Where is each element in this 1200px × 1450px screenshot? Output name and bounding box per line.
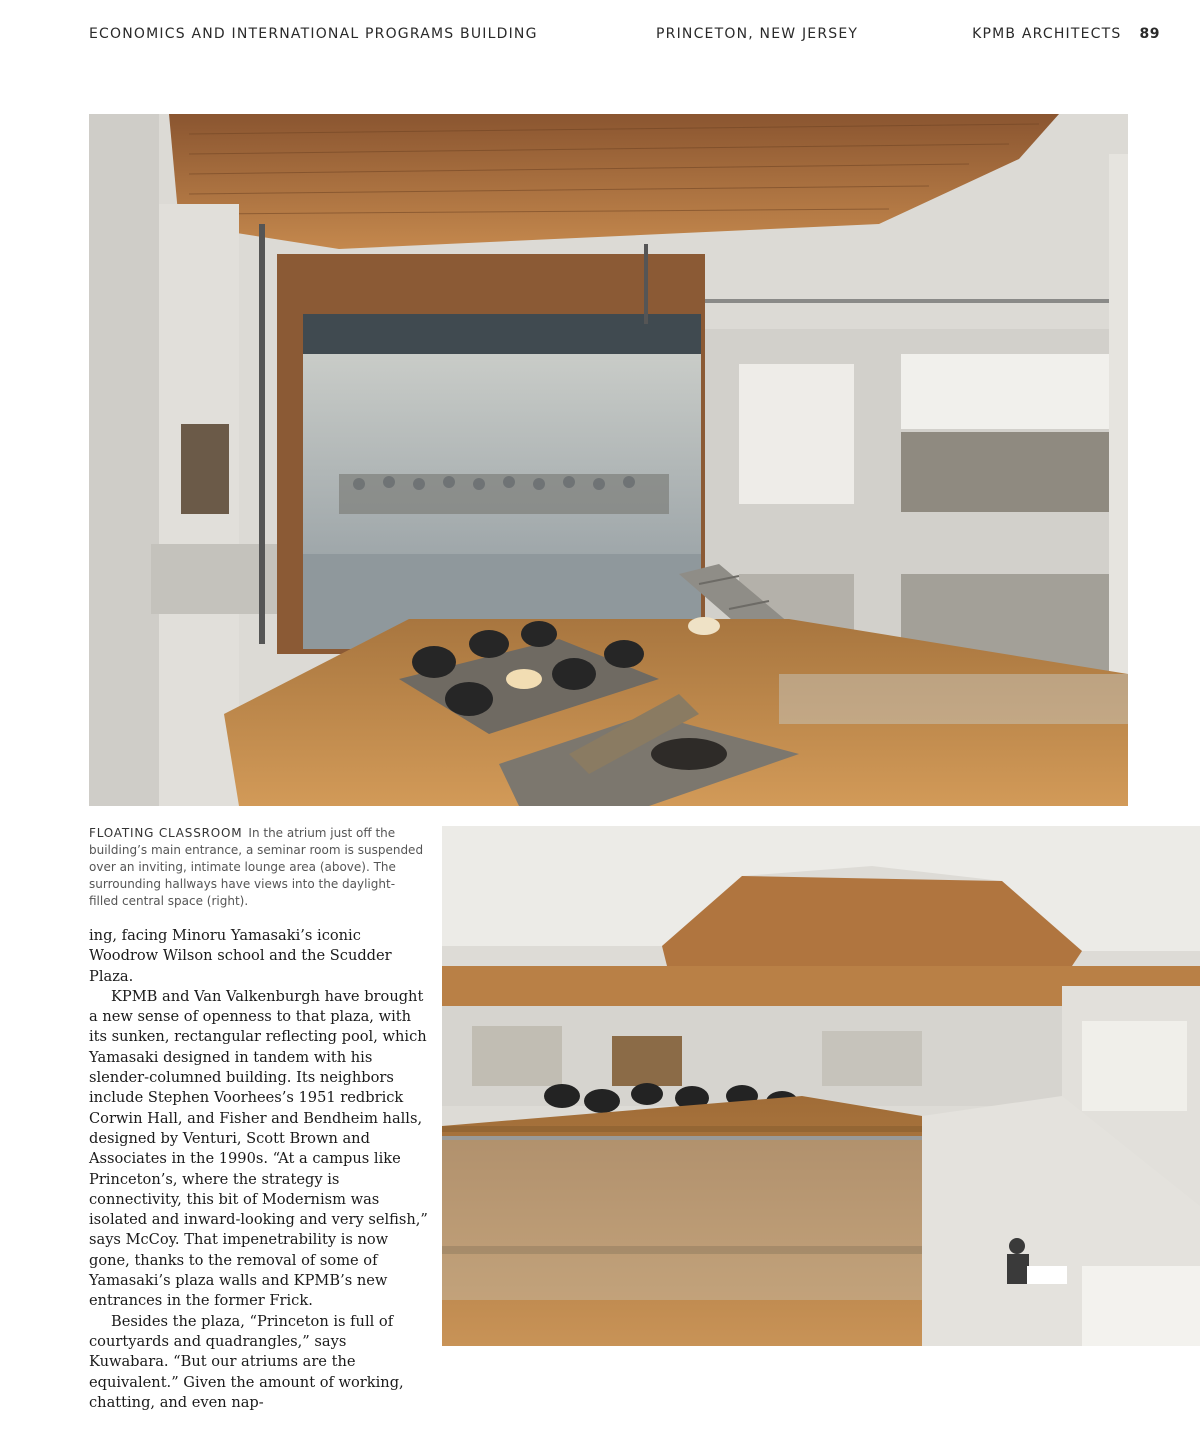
running-header [89, 26, 1160, 46]
body-paragraph-1: ing, facing Minoru Yamasaki’s iconic Woodrow Wilson school and the Scudder Plaza. [89, 927, 392, 985]
header-firm-name: KPMB ARCHITECTS [972, 26, 1122, 42]
header-firm [972, 26, 1160, 42]
hallway-photo-illustration [442, 826, 1200, 1346]
header-building-title: ECONOMICS AND INTERNATIONAL PROGRAMS BUILDING [89, 26, 538, 42]
caption-text: In the atrium just off the building’s main entrance, a seminar room is suspended over an inviting, intimate lounge area (above). The surrounding hallways have views into the daylight-filled central space (right). [89, 826, 424, 908]
body-paragraph-2: KPMB and Van Valkenburgh have brought a new sense of openness to that plaza, with its sunken, rectangular reflecting pool, which Yamasaki designed in tandem with his slender-columned building. Its neighbors include Stephen Voorhees’s 1951 redbrick Corwin Hall, and Fisher and Bendheim halls, designed by Venturi, Scott Brown and Associates in the 1990s. “At a campus like Princeton’s, where the strategy is connectivity, this bit of Modernism was isolated and inward-looking and very selfish,” says McCoy. That impenetrability is now gone, thanks to the removal of some of Yamasaki’s plaza walls and KPMB’s new entrances in the former Frick. [89, 987, 428, 1310]
atrium-photo-illustration [89, 114, 1128, 806]
hallway-photo [442, 826, 1200, 1346]
body-paragraph-3: Besides the plaza, “Princeton is full of courtyards and quadrangles,” says Kuwabara. “But our atriums are the equivalent.” Given the amount of working, chatting, and even nap- [89, 1312, 404, 1411]
article-body [89, 926, 429, 1413]
caption-title: FLOATING CLASSROOM [89, 826, 243, 840]
photo-caption [89, 825, 424, 910]
header-location: PRINCETON, NEW JERSEY [656, 26, 859, 42]
atrium-photo [89, 114, 1128, 806]
page-number: 89 [1139, 26, 1160, 42]
